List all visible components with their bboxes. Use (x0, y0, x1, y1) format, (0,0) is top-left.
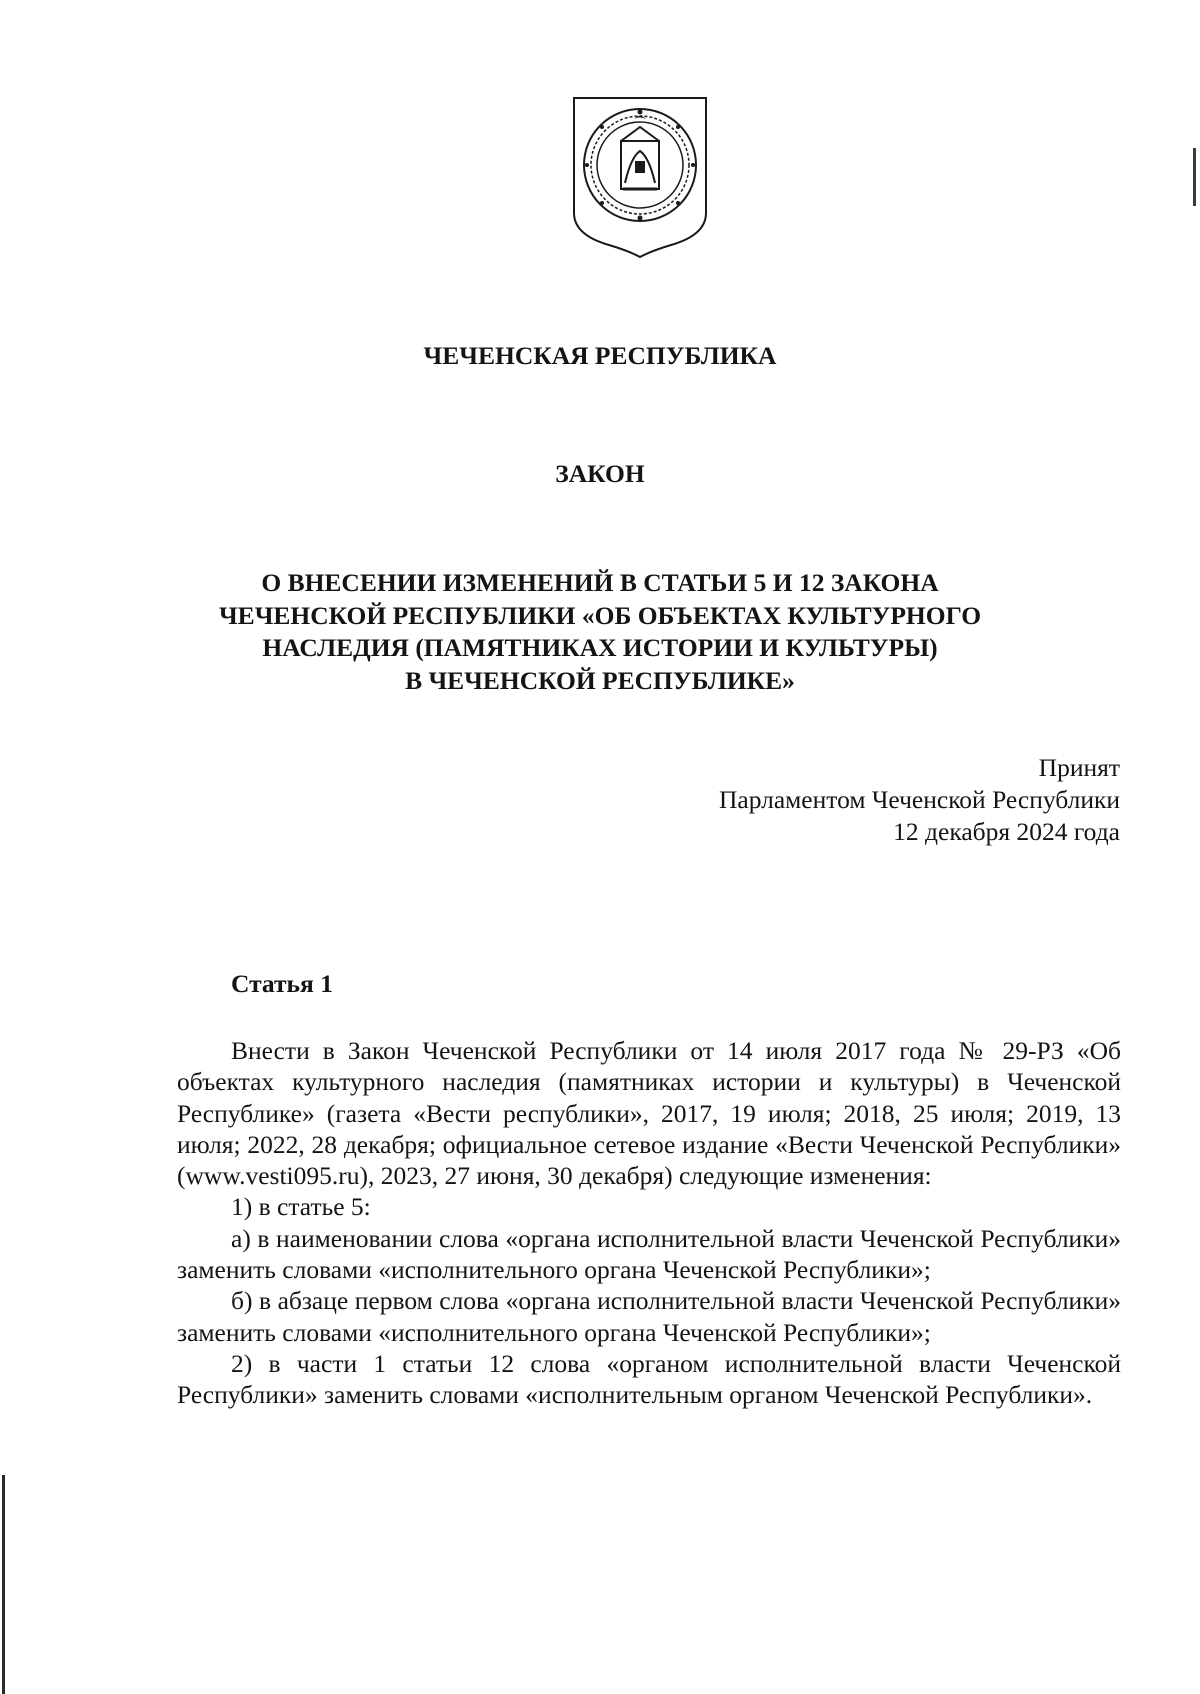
law-title-line: В ЧЕЧЕНСКОЙ РЕСПУБЛИКЕ» (405, 665, 795, 695)
article-1-body (177, 1035, 1121, 1411)
article-1-item-1: 1) в статье 5: (231, 1192, 371, 1222)
law-title-line: О ВНЕСЕНИИ ИЗМЕНЕНИЙ В СТАТЬИ 5 И 12 ЗАКОНА (261, 568, 939, 597)
article-1-item-1a: а) в наименовании слова «органа исполнительной власти Чеченской Республики» заменить словами «исполнительного органа Чеченской Республики»; (177, 1223, 1121, 1285)
article-1-heading: Статья 1 (231, 969, 333, 998)
adoption-date: 12 декабря 2024 года (893, 817, 1120, 846)
article-1-item-2: 2) в части 1 статьи 12 слова «органом исполнительной власти Чеченской Республики» заменить словами «исполнительным органом Чеченской Республики». (177, 1348, 1121, 1410)
scan-edge-mark (2, 1475, 5, 1694)
law-heading: ЗАКОН (555, 459, 645, 488)
law-title (0, 567, 1200, 697)
law-title-line: ЧЕЧЕНСКОЙ РЕСПУБЛИКИ «ОБ ОБЪЕКТАХ КУЛЬТУРНОГО (218, 600, 982, 630)
scan-edge-mark (1193, 148, 1196, 206)
republic-heading: ЧЕЧЕНСКАЯ РЕСПУБЛИКА (423, 341, 777, 370)
coat-of-arms-icon (571, 95, 709, 260)
adoption-block (719, 752, 1120, 848)
article-1-intro: Внести в Закон Чеченской Республики от 14 июля 2017 года № 29-РЗ «Об объектах культурного наследия (памятниках истории и культуры) в Чеченской Республике» (газета «Вести республики», 2017, 19 июля; 2018, 25 июля; 2019, 13 июля; 2022, 28 декабря; официальное сетевое издание «Вести Чеченской Республики» (www.vesti095.ru), 2023, 27 июня, 30 декабря) следующие изменения: (177, 1036, 1121, 1191)
article-1-item-1b: б) в абзаце первом слова «органа исполнительной власти Чеченской Республики» заменить словами «исполнительного органа Чеченской Республики»; (177, 1286, 1121, 1347)
law-title-line: НАСЛЕДИЯ (ПАМЯТНИКАХ ИСТОРИИ И КУЛЬТУРЫ) (262, 633, 938, 662)
adoption-body: Парламентом Чеченской Республики (718, 785, 1120, 814)
adoption-label: Принят (1038, 753, 1120, 782)
